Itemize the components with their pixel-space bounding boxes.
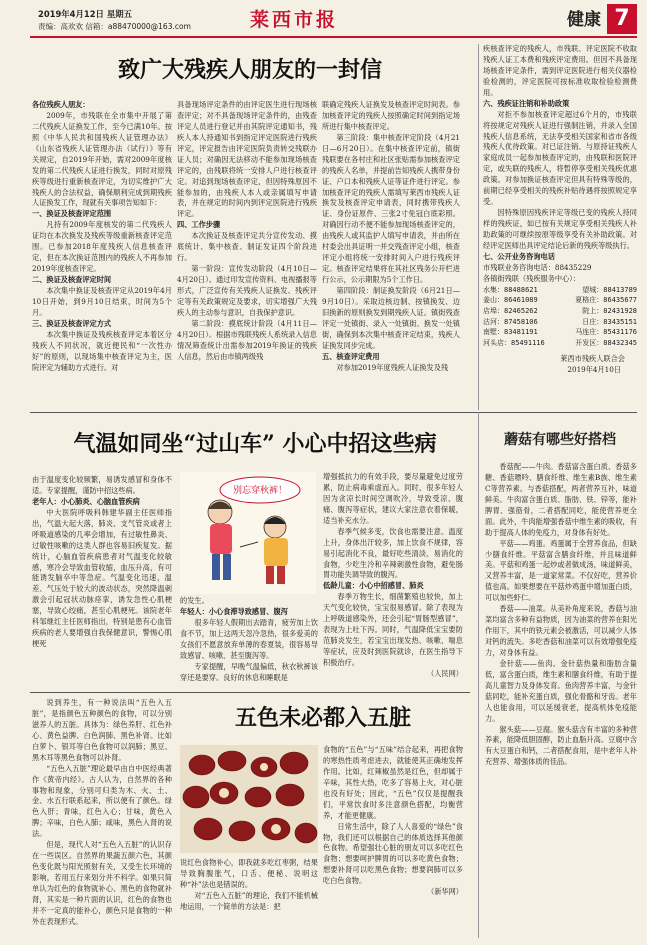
letter-col-3 [322, 100, 460, 405]
issue-date: 2019年4月12日 星期五 [38, 9, 132, 19]
letter-greeting: 各位残疾人朋友： [32, 100, 90, 109]
header-bar [0, 0, 647, 38]
subheading: 老年人：小心肺炎、心脑血管疾病 [32, 496, 140, 506]
paragraph: 对拒不参加核查评定超过6个月的，市残联将按规定对残疾人证进行强制注销，并录入全国残疾人信息系统，无法享受相关国家和省市各级残疾人优待政策。对已证注销、与原持证残疾人家庭成员一起参加核查评定的，由残联和医院评定，或失联的残疾人，将暂停享受相关残疾优惠政策。对参加换证核查评定但具有特殊等级的，前期已经享受相关的残疾补贴待遇将按照规定享受。 [483, 109, 637, 207]
cartoon-illustration [180, 472, 316, 594]
paragraph: 食物的“五色”与“五味”结合起来，再把食物的寒热性质考虑进去，就能使其正确地发挥作用。比如，红辣椒虽然是红色，但却属于辛味，其性大热，吃多了容易上火，对心脏也没有好处；因此，“五色”仅仅是提醒我们，平常饮食时多注意颜色搭配，均衡营养，才能更健康。 [323, 745, 463, 820]
paragraph: 各镇街残联（残疾服务中心）： [483, 273, 581, 283]
paragraph: 平菇——鸡蛋。鸡蛋属于全营养食品，但缺少膳食纤维。平菇富含膳食纤维，并且味道鲜美。平菇和鸡蛋一起炒或者做成汤，味道鲜美，又营养丰富，是一道家常菜。不仅好吃，营养价值也高。如果想要在平菇炒鸡蛋中增加蛋白质，可以加些虾仁。 [485, 538, 637, 603]
paragraph: 第三阶段：集中核查评定阶段（4月21日—6月20日）。在集中核查评定前，镇街残联要在各村庄和社区张贴需参加核查评定的残疾人名单，并提前告知残疾人携带身份证、户口本和残疾人证等证件进行评定。参加核查评定的残疾人需填写莱西市残疾人证换发及核查评定申请表，同时携带残疾人证、身份证原件、三张2寸免冠白底彩照。对确因行动不便不能参加现场核查评定的，由残疾人或其监护人填写申请表，并由所在村委会出具证明一并交残查评定小组，核查评定小组将统一安排时间入户进行残疾评定。核查评定结果将在其社区残务公开栏进行公示，公示期限为5个工作日。 [322, 132, 460, 284]
contact-row [483, 327, 637, 338]
sign-org: 莱西市残疾人联合会 [560, 354, 625, 364]
letter-divider [478, 44, 479, 410]
section-divider-2 [30, 692, 470, 693]
subheading: 年轻人：小心食滞导致感冒、腹泻 [180, 606, 288, 616]
cartoon-caption: 别忘穿秋裤！ [232, 486, 288, 496]
wuse-col-3 [323, 745, 463, 938]
sign-date: 2019年4月10日 [567, 365, 621, 375]
wuse-title: 五色未必都入五脏 [234, 705, 411, 731]
paragraph: 市残联业务咨询电话：88435229 [483, 262, 592, 272]
letter-col-2 [177, 100, 317, 405]
subheading: 四、工作步骤 [177, 220, 221, 230]
contact-entry: 院上：82431928 [582, 306, 637, 315]
paragraph: 联确定残疾人证换发及核查评定时间表。参加核查评定的残疾人按照确定时间到指定场所进行集中核查评定。 [322, 100, 460, 131]
paragraph: 很多年轻人假期出去踏青，疲劳加上饮食不节，加上这两天忽冷忽热，很多爱美的女孩们不愿意放弃单薄的春夏装，很容易导致感冒、咳嗽、甚至腹泻等。 [180, 617, 318, 660]
weather-source: （人民网） [427, 668, 463, 678]
wuse-col-1 [32, 698, 172, 938]
contact-row [483, 295, 637, 306]
contact-entry: 南墅：83481191 [483, 328, 538, 337]
contact-row [483, 338, 637, 349]
contact-list [483, 285, 637, 349]
paragraph: 对参加2019年度残疾人证换发及残 [336, 362, 449, 372]
section-divider-1 [30, 412, 637, 413]
letter-col-4 [483, 44, 637, 410]
paragraph: 春季气候多变，饮食也需要注意。温度上升，身体出汗较多，加上饮食不规律，容易引起消化不良，最好吃些清淡、易消化的食物，少吃生冷和辛辣刺激性食物，避免肠胃功能失调导致的腹泻。 [323, 526, 463, 580]
paragraph: 第二阶段：摸底统计阶段（4月11日—4月20日）。根据市残联残疾人系统录入信息情况筛查统计出需参加2019年换证的残疾人信息，然后由市镇两级残 [177, 318, 317, 361]
weather-title: 气温如同坐“过山车” 小心中招这些病 [73, 431, 437, 457]
editor-info: 责编：高欢欢 信箱：a88470000@163.com [38, 22, 191, 31]
paragraph: 第四阶段：制证换发阶段（6月21日—9月10日）。采取边核边制、按镇换发、边旧换新的原则换发到期残疾人证。镇街残查评定一处镇街、录入一处镇街、换发一处镇街，确保到本次集中核查评定结束，残疾人证换发同步完成。 [322, 285, 460, 350]
paragraph: 增强抵抗力的有效手段，要尽量避免过度劳累，防止病毒乘虚而入。同时，很多年轻人因为贪凉长时间空调吹冷，导致受凉、腹痛、腹泻等症状，建议大家注意衣着保暖，适当补充水分。 [323, 472, 463, 525]
letter-col-1 [32, 100, 172, 405]
letter-title: 致广大残疾人朋友的一封信 [117, 57, 382, 83]
subheading: 二、换证及核查评定时间 [32, 275, 112, 284]
paragraph: 因特殊原因残疾评定等级已变的残疾人持同样的残疾证，如已按有关规定享受相关残疾人补助政策的可继续按原等级享受有关补助政策。对经评定医师出具评定结论后新的残疾等级执行。 [483, 208, 637, 250]
contact-entry: 沽河：87458106 [483, 317, 538, 326]
page-number: 7 [607, 4, 637, 34]
paragraph: 金针菇——鱼肉。金针菇热量和脂肪含量低，富含蛋白质，维生素和膳食纤维，有助于提高儿童智力及身体发育。鱼肉营养丰富，与金针菇同吃，能补充蛋白质，强化骨骼和牙齿。老年人也能食用，可以延缓衰老，提高机体免疫能力。 [485, 658, 637, 723]
weather-col-2 [180, 596, 318, 686]
subheading: 三、换证及核查评定方式 [32, 318, 112, 328]
paragraph: 本次集中换证及核查评定从2019年4月10日开始，到9月10日结束，时间为5个月。 [32, 285, 172, 317]
weather-col-3 [323, 472, 463, 686]
contact-entry: 望城：88413789 [582, 285, 637, 294]
mushroom-divider [478, 412, 479, 938]
contact-row [483, 306, 637, 317]
contact-entry: 开发区：88432345 [575, 338, 637, 347]
paragraph: 香菇配——牛肉。香菇富含蛋白质、香菇多糖、香菇嘌呤、膳食纤维、维生素B族、维生素C等营养素。与香菇搭配，两者营养互补，味道鲜美。牛肉富含蛋白质、脂肪、铁、锌等，能补脾胃、强筋骨，二者搭配同吃，能使营养更全面。此外，牛肉能增强香菇中维生素的吸收，有助于提高人体的免疫力，对身体有好处。 [485, 462, 637, 537]
contact-entry: 日庄：83435151 [582, 317, 637, 326]
paragraph: 猴头菇——豆腐。猴头菇含有丰富的多种营养素，能降低胆固醇，防止血脂升高。豆腐中含有大豆蛋白和钙，二者搭配食用，是中老年人补充营养、增强体质的佳品。 [485, 724, 637, 767]
paragraph: 说到养生，有一种说法叫“五色入五脏”，是指颜色五种颜色的食物，可以分别滋养人的五脏。具体为：绿色养肝、红色补心、黄色益脾、白色润肺、黑色补肾。比如白萝卜、银耳等白色食物可以润肺；黑豆、黑木耳等黑色食物可以补肾。 [32, 698, 172, 762]
jujube-photo [180, 745, 318, 853]
section-title: 健康 [567, 10, 601, 30]
paragraph: 疾核查评定的残疾人，市残联、评定医院不收取残疾人证工本费和残疾评定费用。但因不具备现场核查评定条件，需到评定医院进行相关仪器检验检测的，评定医院可按标准收取检验检测费用。 [483, 44, 637, 97]
contact-entry: 夏格庄：86435677 [575, 296, 637, 305]
contact-entry: 姜山：86461089 [483, 296, 538, 305]
paragraph: “五色入五脏”理论最早由自中医经典著作《黄帝内经》。古人认为，自然界的各种事物和现象，分别可归类为木、火、土、金、水五行联系起来，所以便有了颜色。绿色入肝；青味，红色入心；甘味，黄色入脾；辛味，白色入肺；咸味，黑色入肾的说法。 [32, 763, 172, 839]
paragraph: 的发生。 [180, 596, 209, 605]
paragraph: 本次换证及核查评定共分宣传发动、摸底统计、集中核查、制证发证四个阶段进行。 [177, 231, 317, 263]
paragraph: 日常生活中，除了人人喜爱的“绿色”食物，我们还可以根据自己的体质选择其他颜色食物。希望强壮心脏的朋友可以多吃红色食物；想要呵护脾胃的可以多吃黄色食物；想要补肾可以吃黑色食物；想要润肺可以多吃白色食物。 [323, 821, 463, 886]
subheading: 一、换证及核查评定范围 [32, 209, 112, 219]
paragraph: 具备现场评定条件的由评定医生进行现场核查评定；对不具备现场评定条件的，由残查评定人员进行登记并由其院评定通知书，残疾人本人持通知书到指定评定医院进行残疾评定，评定报告由评定医院负责转交残联办证人员；对确因无法移动不能参加现场核查评定的，由残联将统一安排人户进行核查评定。对追到现场核查评定，但因特殊原因不能参加的，由残疾人本人或亲属填写申请表，并在规定的时间内到评定医院进行残疾评定。 [177, 100, 317, 219]
paragraph: 对“五色入五脏”的理论，我们不能机械地运用，一个简单的方法是：把 [180, 890, 318, 911]
contact-entry: 水集：88488621 [483, 285, 538, 294]
paragraph: 中大医院呼吸科韩建华副主任医师指出，气温大起大落，肺炎、支气管炎或者上呼吸道感染的几率会增加，有过敏性鼻炎、过敏性咳嗽的这类人群也容易旧疾复发。据统计，心脑血管疾病患者对气温变化较敏感，寒冷会导致血管收缩，血压升高，有可能诱发脑卒中等急症。气温变化迅速，温差、气压处于较大的波动状态，突然降温刺激会引起冠状动脉痉挛，诱发急性心肌梗塞，导致心绞痛，甚至心肌梗死。该院老年科邹继红主任医师指出，特别是患有心血管疾病的老人要增强自我保健意识，警惕心肌梗死 [32, 507, 172, 649]
wuse-source: （新华网） [427, 887, 463, 897]
contact-entry: 店埠：82465262 [483, 306, 538, 315]
paragraph: 2009年，市残联在全市集中开展了第二代残疾人证换发工作，至今已满10年。按照《中华人民共和国残疾人证管理办法》《山东省残疾人证管理办法（试行）》等有关规定，自2019年开始，需对2009年度核发的第二代残疾人证进行换发，同时对原残疾等级进行重新核查评定，为切实维护广大残疾人的合法权益，确保顺利完成到期残疾人证换发工作，现就有关事项告知如下： [32, 110, 172, 208]
weather-col-1 [32, 475, 172, 685]
contact-entry: 马连庄：85431176 [575, 328, 637, 337]
paragraph: 专家提醒，早晚气温偏低，秋衣秋裤该穿还是要穿。良好的休息和睡眠是 [180, 661, 318, 682]
paragraph: 但是，现代人对“五色入五脏”的认识存在一些误区。自然界的果蔬五颜六色，其颜色变化既与阳光照射有关，又受生长环境的影响，若用五行来划分并不科学。如果只简单认为红色的食物就补心、黑色的食物就补肾，其实是一种片面的认识，红色的食物也并不一定真的能补心，颜色只是食物的一种外在表现形式。 [32, 840, 172, 926]
paragraph: 香菇——油菜。从美补角度来说，香菇与油菜均富含多种有益物质，因为油菜的营养在阳光作用下，其中的铁元素会被激活，可以减少人体对钙的流失。多吃香菇和油菜可以有效增强免疫力，对身体有益。 [485, 604, 637, 657]
masthead-logo: 莱西市报 [250, 9, 339, 31]
header-rule [30, 36, 637, 38]
subheading: 六、残疾证注销和补助政策 [483, 98, 570, 108]
contact-row [483, 285, 637, 296]
paragraph: 凡持有2009年度核发的第二代残疾人证均在本次换发及残疾等级重新核查评定范围。已参加2018年度残疾人信息核查评定，但在本次换证范围内的残疾人不再参加2019年度核查评定。 [32, 220, 172, 274]
paragraph: 第一阶段：宣传发动阶段（4月10日—4月20日）。通过印发宣传资料、电视播报等形式，广泛宣传有关残疾人证换发、残疾评定等有关政策规定及要求，切实增强广大残疾人的主动参与意识，自我保护意识。 [177, 264, 317, 317]
cartoon-image [180, 472, 316, 594]
contact-row [483, 317, 637, 328]
subheading: 低龄儿童：小心中招感冒、肺炎 [323, 581, 424, 591]
paragraph: 本次集中换证及残疾核查评定本着区分残疾人不同状况，就近便民和“一次性办好”的原则，以现场集中核查评定为主，医院评定为辅助方式进行。对 [32, 329, 172, 372]
paragraph: 说红色食物补心，即我就多吃红枣粥，结果导致胸腹胀气，口舌、便秘、说明这种“补”法也是错误的。 [180, 858, 318, 889]
contact-entry: 河头店：85491116 [483, 338, 545, 347]
jujube-image [180, 745, 318, 853]
mushroom-title: 蘑菇有哪些好搭档 [504, 432, 616, 448]
paragraph: 春季万物生长，细菌繁殖也较快，加上天气变化较快，宝宝很易感冒。除了表现为上呼吸道感染外，还会引起“胃肠型感冒”，表现为上吐下泻。同时，气温降低宝宝要防范肺炎发生，若宝宝出现发热、咳嗽、喘息等症状，应及时到医院就诊，在医生指导下积极治疗。 [323, 592, 463, 667]
wuse-col-2 [180, 858, 318, 938]
subheading: 五、核查评定费用 [322, 351, 380, 361]
subheading: 七、公开业务咨询电话 [483, 251, 555, 261]
mushroom-body [485, 462, 637, 940]
paragraph: 由于温度变化较频繁，易诱发感冒和身体不适。专家提醒，谨防中招这些病。 [32, 475, 172, 495]
